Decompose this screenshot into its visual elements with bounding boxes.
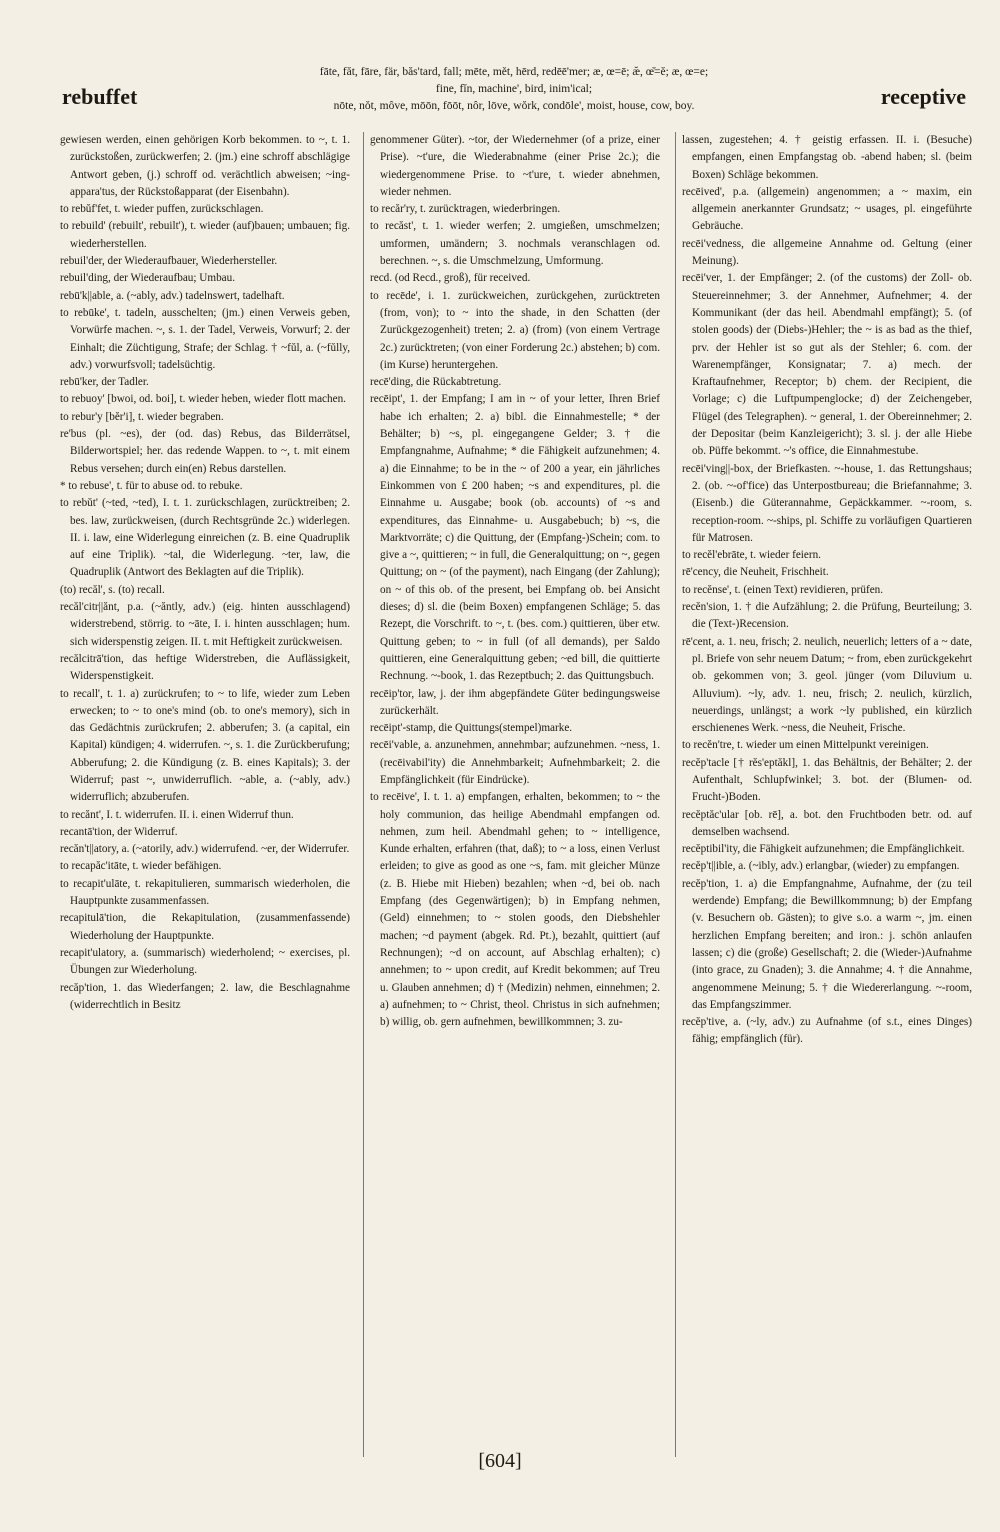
column-2 xyxy=(370,132,660,1452)
dictionary-entry: recĕptăc'ular [ob. rē], a. bot. den Fruchtboden betr. od. auf demselben wachsend. xyxy=(682,808,972,838)
dictionary-entry: recĕp'tion, 1. a) die Empfangnahme, Aufnahme, der (zu teil werdende) Empfang; die Bewillkommnung; b) der Empfang (v. Besuchern ob. Gästen); to give s.o. a warm ~, jm. einen herzlichen Empfang bereiten; and iron.: j. schön anlaufen lassen; c) die (große) Gesellschaft; 2. die (Wieder-)Aufnahme (into grace, zu Gnaden); 3. die Annahme; 4. † die Annahme, angenommene Meinung; 5. † die Wiedererlangung. ~-room, das Empfangszimmer. xyxy=(682,877,972,1011)
dictionary-entry: rebū'ker, der Tadler. xyxy=(60,376,149,389)
dictionary-entry: recĕn'sion, 1. † die Aufzählung; 2. die Prüfung, Beurteilung; 3. die (Text-)Recension. xyxy=(682,601,972,631)
dictionary-entry: rebū'k||able, a. (~ably, adv.) tadelnswert, tadelhaft. xyxy=(60,289,285,302)
dictionary-entry: recēip'tor, law, j. der ihm abgepfändete Güter bedingungsweise zurückerhält. xyxy=(370,687,660,717)
dictionary-entry: to recĕl'ebrāte, t. wieder feiern. xyxy=(682,549,821,562)
dictionary-entry: to rebur'y [bĕr'i], t. wieder begraben. xyxy=(60,410,224,423)
pronunciation-key-line: nōte, nŏt, môve, mōōn, fōōt, nôr, lōve, wŏrk, condōle', moist, house, cow, boy. xyxy=(333,100,695,112)
dictionary-entry: * to rebuse', t. für to abuse od. to rebuke. xyxy=(60,479,243,492)
pronunciation-key xyxy=(212,64,816,115)
dictionary-entry: to recĕnse', t. (einen Text) revidieren, prüfen. xyxy=(682,583,884,596)
dictionary-entry: recĕp'tacle [† rĕs'eptăkl], 1. das Behältnis, der Behälter; 2. der Aufenthalt, Schlupfwinkel; 3. bot. der (Blumen- od. Frucht-)Boden. xyxy=(682,756,972,804)
dictionary-entry: rebuil'ding, der Wiederaufbau; Umbau. xyxy=(60,272,236,285)
dictionary-entry: recapit'ulatory, a. (summarisch) wiederholend; ~ exercises, pl. Übungen zur Wiederholung. xyxy=(60,946,350,977)
dictionary-entry: recēi'ving||-box, der Briefkasten. ~-house, 1. das Rettungshaus; 2. (ob. ~-of'fice) das Unterpostbureau; die Briefannahme; 3. (Eisenb.) die Güterannahme, Gepäckkammer. ~-room, s. reception-room. ~-ships, pl. Schiffe zu vorläufigen Quartieren für Matrosen. xyxy=(682,462,972,544)
dictionary-entry: rebuil'der, der Wiederaufbauer, Wiederhersteller. xyxy=(60,255,278,268)
dictionary-entry: to recănt', I. t. widerrufen. II. i. einen Widerruf thun. xyxy=(60,808,294,821)
dictionary-entry: recapitulā'tion, die Rekapitulation, (zusammenfassende) Wiederholung der Hauptpunkte. xyxy=(60,912,350,942)
dictionary-entry: to recăr'ry, t. zurücktragen, wiederbringen. xyxy=(370,203,561,216)
dictionary-entry: recălcitrā'tion, das heftige Widerstreben, die Auflässigkeit, Widerspenstigkeit. xyxy=(60,652,350,683)
dictionary-entry: to recēive', I. t. 1. a) empfangen, erhalten, bekommen; to ~ the holy communion, das heilige Abendmahl empfangen od. nehmen, zum heil. Abendmahl gehen; to ~ intelligence, Kunde erhalten, erfahren (that, daß); to ~ a loss, einen Verlust erleiden; to give as good as one ~s, fam. mit gleicher Münze (z. B. Hiebe mit Hieben) bezahlen; when ~d, bei ob. nach Empfang (des Gegenwärtigen); b) in Empfang nehmen, (Geld) einnehmen; to ~ stolen goods, den Diebshehler machen; ~d payment (abgek. Rd. Pt.), bezahlt, quittiert (auf Rechnungen); ~d on account, auf Abschlag erhalten); c) annehmen; to ~ upon credit, auf Kredit bekommen; auf Treu u. Glauben annehmen; d) † (Medizin) nehmen, einnehmen; 2. a) aufnehmen; to ~ Christ, theol. Christus in sich aufnehmen; b) willig, ob. gern aufnehmen, bewillkommnen; 3. zu- xyxy=(370,791,660,1029)
column-3 xyxy=(682,132,972,1452)
dictionary-entry: recĕp't||ible, a. (~ibly, adv.) erlangbar, (wieder) zu empfangen. xyxy=(682,860,960,873)
page-number: [604] xyxy=(478,1450,522,1472)
dictionary-entry: lassen, zugestehen; 4. † geistig erfassen. II. i. (Besuche) empfangen, einen Empfangstag ob. -abend haben; sl. (beim Boxen) Schläge bekommen. xyxy=(682,134,972,181)
dictionary-entry: to recapăc'itāte, t. wieder befähigen. xyxy=(60,860,222,873)
column-1 xyxy=(60,132,350,1452)
dictionary-entry: to rebuild' (rebuilt', rebuilt'), t. wieder (auf)bauen; umbauen; fig. wiederherstellen. xyxy=(60,220,350,250)
dictionary-entry: recăp'tion, 1. das Wiederfangen; 2. law, die Beschlagnahme (widerrechtlich in Besitz xyxy=(60,981,350,1011)
right-running-headword: receptive xyxy=(880,84,966,109)
dictionary-columns xyxy=(60,132,972,1442)
dictionary-entry: rē'cent, a. 1. neu, frisch; 2. neulich, neuerlich; letters of a ~ date, pl. Briefe von sehr neuem Datum; ~ from, eben zurückgekehrt ob. gekommen von; 3. geol. jünger (vom Diluvium u. Alluvium). ~ly, adv. 1. neu, frisch; 2. neulich, kürzlich, neuerdings, unlängst; a work ~ly published, ein kürzlich erschienenes Werk. ~ness, die Neuheit, Frische. xyxy=(682,635,972,735)
dictionary-entry: gewiesen werden, einen gehörigen Korb bekommen. to ~, t. 1. zurückstoßen, zurückwerfen; 2. (jm.) eine schroff abschlägige Antwort geben, (j.) schroff od. verächtlich abweisen; ~ing-appara'tus, der Rückstoßapparat (der Eisenbahn). xyxy=(60,134,350,198)
dictionary-entry: genommener Güter). ~tor, der Wiedernehmer (of a prize, einer Prise). ~t'ure, die Wiederabnahme (einer Prise 2c.); die wiedergenommene Prise. to ~t'ure, t. wieder abnehmen, wieder nehmen. xyxy=(370,134,660,198)
dictionary-entry: recd. (od Recd., groß), für received. xyxy=(370,272,531,285)
dictionary-entry: recēipt', 1. der Empfang; I am in ~ of your letter, Ihren Brief habe ich erhalten; 2. a) bibl. die Einnahmestelle; * der Behälter; b) ~s, pl. eingegangene Gelder; 3. † die Empfangnahme, Aufnahme; * die Fähigkeit aufzunehmen; 4. a) die Einnahme; to be in the ~ of 200 a year, ein jährliches Einkommen von £ 200 haben; ~s and expenditures, pl. die Einnahme u. Ausgabe; book (ob. accounts) of ~s and expenditures, das Einnahme- u. Ausgabebuch; b) ~s, die Marktvorräte; c) die Quittung, der (Empfang-)Schein; com. to give a ~, quittieren; ~ in full, die Generalquittung; on ~, gegen Quittung; on ~ (of the payment), nach Eingang (der Zahlung); on ~ of this ob. of the present, bei Empfang ob. bei Ansicht dieses; d) sl. die (beim Boxen) empfangenen Schläge; 5. das Rezept, die Vorschrift. to ~, t. (bes. com.) quittieren, über etw. Quittung geben; to ~ in full (of all demands), per Saldo quittieren, eine Generalquittung geben; ~ed bill, die quittierte Rechnung. ~-book, 1. das Rezeptbuch; 2. das Quittungsbuch. xyxy=(370,393,660,683)
dictionary-entry: recēi'vable, a. anzunehmen, annehmbar; aufzunehmen. ~ness, 1. (recēivabil'ity) die Annehmbarkeit; Aufnehmbarkeit; 2. die Empfänglichkeit (für Eindrücke). xyxy=(370,739,660,786)
dictionary-entry: to recall', t. 1. a) zurückrufen; to ~ to life, wieder zum Leben erwecken; to ~ to one's mind (ob. to one's memory), sich in das Gedächtnis zurückrufen; 2. abberufen; 3. (a capital, ein Kapital) kündigen; 4. widerrufen. ~, s. 1. die Zurückberufung; Abberufung; 2. die Kündigung (z. B. eines Kapitals); 3. der Widerruf; past ~, unwiderruflich. ~able, a. (~ably, adv.) widerruflich; abzuberufen. xyxy=(60,687,350,804)
left-running-headword: rebuffet xyxy=(62,84,138,109)
dictionary-entry: to rebuoy' [bwoi, od. boi], t. wieder heben, wieder flott machen. xyxy=(60,393,346,406)
page-header xyxy=(62,64,966,116)
dictionary-entry: to rebŭt' (~ted, ~ted), I. t. 1. zurückschlagen, zurücktreiben; 2. bes. law, zurückweisen, (durch Rechtsgründe 2c.) widerlegen. II. i. law, eine Widerlegung einreichen (z. B. eine Quadruplik auf eine Triplik). ~tal, die Widerlegung. ~ter, law, die Quadruplik (Antwort des Beklagten auf die Triplik). xyxy=(60,497,350,579)
dictionary-entry: to rebŭf'fet, t. wieder puffen, zurückschlagen. xyxy=(60,203,264,216)
dictionary-entry: to recĕn'tre, t. wieder um einen Mittelpunkt vereinigen. xyxy=(682,739,929,752)
dictionary-entry: recĕptibil'ity, die Fähigkeit aufzunehmen; die Empfänglichkeit. xyxy=(682,843,965,856)
dictionary-entry: rē'cency, die Neuheit, Frischheit. xyxy=(682,566,829,579)
pronunciation-key-line: fine, fĭn, machine', bird, inim'ical; xyxy=(435,83,593,95)
dictionary-entry: recēi'ver, 1. der Empfänger; 2. (of the customs) der Zoll- ob. Steuereinnehmer; 3. der Annehmer, Aufnehmer; 4. der Kommunikant (der das heil. Abendmahl empfängt); 5. (of stolen goods) der (Diebs-)Hehler; the ~ is as bad as the thief, prv. der Hehler ist so gut als der Stehler; 6. com. der Warenempfänger, Konsignatar; 7. a) mech. der Kraftaufnehmer, Receptor; b) chem. der Recipient, die Vorlage; c) die Luftpumpenglocke; d) der Zeichengeber, Flügel (des Telegraphen). ~ general, 1. der Obereinnehmer; 2. der Depositar (beim Kanzleigericht); 3. sl. j. der alle Hiebe ob. Püffe bekommt. ~'s office, die Einnahmestube. xyxy=(682,272,972,458)
dictionary-entry: recēi'vedness, die allgemeine Annahme od. Geltung (einer Meinung). xyxy=(682,237,972,268)
dictionary-entry: to recapit'ulāte, t. rekapitulieren, summarisch wiederholen, die Hauptpunkte zusammenfassen. xyxy=(60,877,350,908)
dictionary-entry: (to) recăl', s. (to) recall. xyxy=(60,583,165,596)
dictionary-entry: re'bus (pl. ~es), der (od. das) Rebus, das Bilderrätsel, Bilderwortspiel; her. das redende Wappen. to ~, t. mit einem Rebus versehen; durch ein(en) Rebus darstellen. xyxy=(60,428,350,475)
dictionary-entry: to recăst', t. 1. wieder werfen; 2. umgießen, umschmelzen; umformen, umändern; 3. nochmals veranschlagen od. berechnen. ~, s. die Umschmelzung, Umformung. xyxy=(370,220,660,268)
dictionary-entry: recăn't||atory, a. (~atorily, adv.) widerrufend. ~er, der Widerrufer. xyxy=(60,843,350,856)
dictionary-entry: recē'ding, die Rückabtretung. xyxy=(370,376,502,389)
dictionary-entry: to recēde', i. 1. zurückweichen, zurückgehen, zurücktreten (from, von); to ~ into the shade, in den Schatten (der Zurückgezogenheit) treten; 2. a) (from) (von einem Vertrage 2c.) zurücktreten; (von einer Forderung 2c.) abstehen; b) com. (im Kurse) heruntergehen. xyxy=(370,289,660,371)
dictionary-entry: recantā'tion, der Widerruf. xyxy=(60,825,178,838)
dictionary-entry: recēived', p.a. (allgemein) angenommen; a ~ maxim, ein allgemein anerkannter Grundsatz; ~ usages, pl. eingeführte Gebräuche. xyxy=(682,185,972,233)
dictionary-entry: recēipt'-stamp, die Quittungs(stempel)marke. xyxy=(370,722,573,735)
dictionary-entry: recĕp'tive, a. (~ly, adv.) zu Aufnahme (of s.t., eines Dinges) fähig; empfänglich (für). xyxy=(682,1016,972,1046)
pronunciation-key-line: fāte, făt, fāre, fär, băs'tard, fall; mēte, mět, hērd, redēē'mer; æ, œ=ē; æ̆, œ̆=ĕ; æ, œ=e; xyxy=(319,66,709,78)
dictionary-entry: to rebūke', t. tadeln, ausschelten; (jm.) einen Verweis geben, Vorwürfe machen. ~, s. 1. der Tadel, Verweis, Vorwurf; 2. der Einhalt; die Züchtigung, Strafe; der Schlag. † ~fŭl, a. (~fŭlly, adv.) vorwurfsvoll; tadelsüchtig. xyxy=(60,306,350,371)
dictionary-entry: recăl'citr||ănt, p.a. (~ăntly, adv.) (eig. hinten ausschlagend) widerstrebend, störrig. to ~āte, I. i. hinten ausschlagen; hum. sich widerspenstig zeigen. II. t. mit Heftigkeit zurückweisen. xyxy=(60,601,350,648)
